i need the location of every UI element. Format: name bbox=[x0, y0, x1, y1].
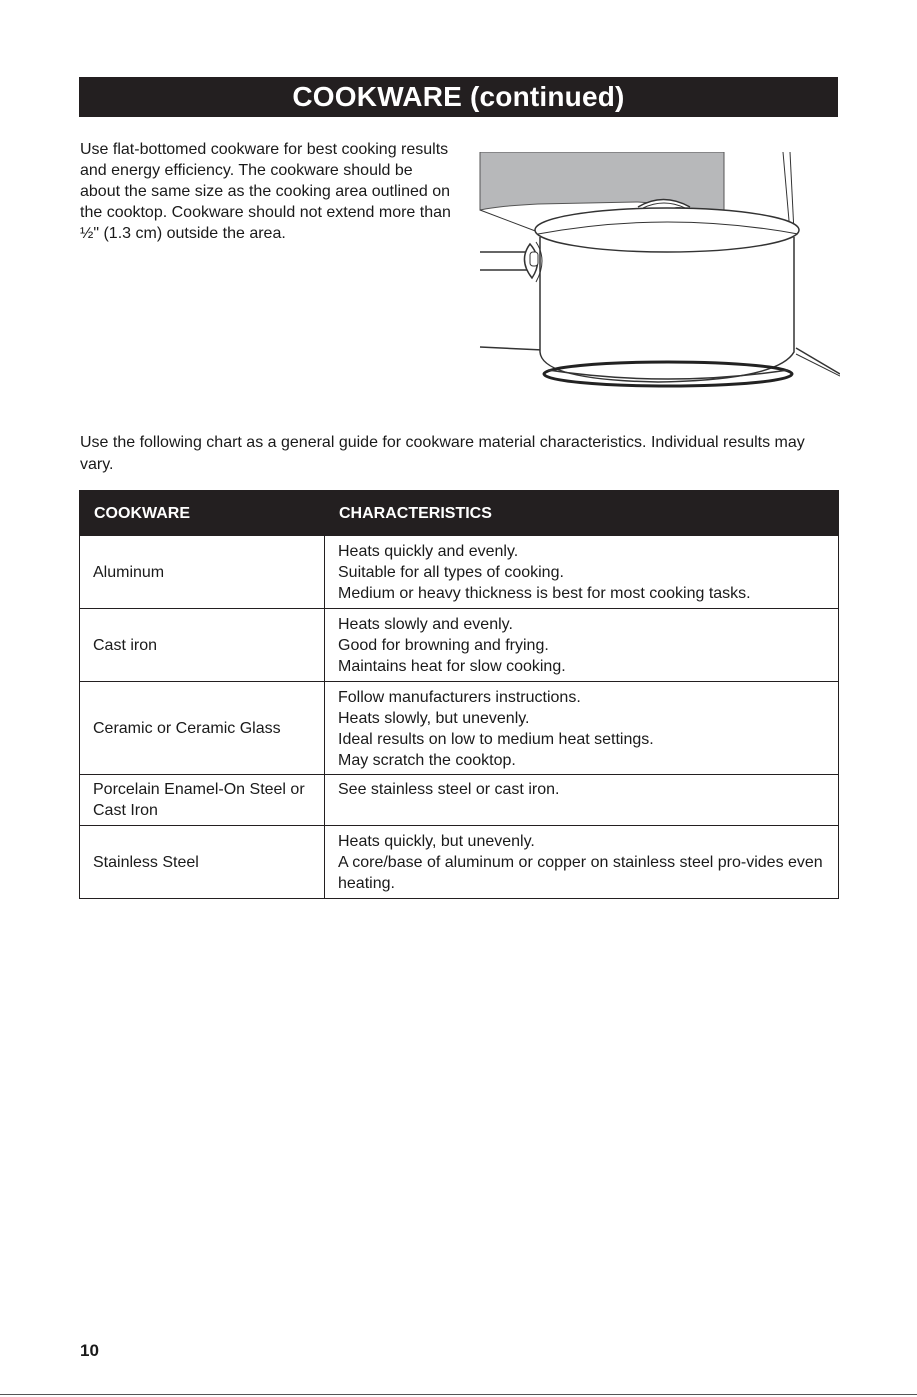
material-cell: Aluminum bbox=[80, 536, 325, 609]
material-cell: Ceramic or Ceramic Glass bbox=[80, 682, 325, 775]
characteristic-line: Heats slowly, but unevenly. bbox=[338, 709, 530, 727]
characteristic-line: See stainless steel or cast iron. bbox=[338, 781, 560, 798]
characteristic-line: Maintains heat for slow cooking. bbox=[338, 658, 566, 675]
characteristics-cell bbox=[325, 609, 839, 682]
cookware-on-cooktop-icon bbox=[478, 152, 840, 394]
intro-paragraph: Use flat-bottomed cookware for best cooking results and energy efficiency. The cookware should be about the same size as the cooking area outlined on the cooktop. Cookware should not extend more than ½" (1.3 cm) outside the area. bbox=[80, 141, 451, 242]
page-number: 10 bbox=[80, 1341, 99, 1360]
characteristics-cell bbox=[325, 536, 839, 609]
characteristic-line: Heats quickly, but unevenly. bbox=[338, 833, 535, 850]
characteristic-line: A core/base of aluminum or copper on stainless steel pro-vides even heating. bbox=[338, 854, 823, 892]
characteristic-line: May scratch the cooktop. bbox=[338, 751, 516, 769]
table-header-row bbox=[80, 491, 839, 536]
characteristic-line: Ideal results on low to medium heat settings. bbox=[338, 730, 654, 748]
characteristics-cell bbox=[325, 775, 839, 826]
page-title-bar bbox=[79, 77, 838, 117]
header-cookware: COOKWARE bbox=[80, 491, 325, 536]
characteristic-line: Suitable for all types of cooking. bbox=[338, 564, 564, 581]
cookware-characteristics-table bbox=[79, 490, 839, 899]
characteristics-cell bbox=[325, 826, 839, 899]
characteristic-line: Medium or heavy thickness is best for most cooking tasks. bbox=[338, 585, 751, 602]
characteristic-line: Follow manufacturers instructions. bbox=[338, 688, 581, 706]
characteristic-line: Heats quickly and evenly. bbox=[338, 543, 519, 560]
table-row bbox=[80, 826, 839, 899]
characteristic-line: Heats slowly and evenly. bbox=[338, 616, 513, 633]
header-characteristics: CHARACTERISTICS bbox=[325, 491, 839, 536]
table-row bbox=[80, 536, 839, 609]
material-cell: Stainless Steel bbox=[80, 826, 325, 899]
page-title: COOKWARE (continued) bbox=[292, 81, 625, 112]
bottom-divider bbox=[0, 1394, 917, 1395]
material-cell: Cast iron bbox=[80, 609, 325, 682]
table-row bbox=[80, 682, 839, 775]
table-row bbox=[80, 775, 839, 826]
table-row bbox=[80, 609, 839, 682]
characteristic-line: Good for browning and frying. bbox=[338, 637, 549, 654]
material-cell: Porcelain Enamel-On Steel or Cast Iron bbox=[80, 775, 325, 826]
chart-intro-paragraph: Use the following chart as a general guide for cookware material characteristics. Individual results may vary. bbox=[80, 434, 805, 473]
characteristics-cell bbox=[325, 682, 839, 775]
